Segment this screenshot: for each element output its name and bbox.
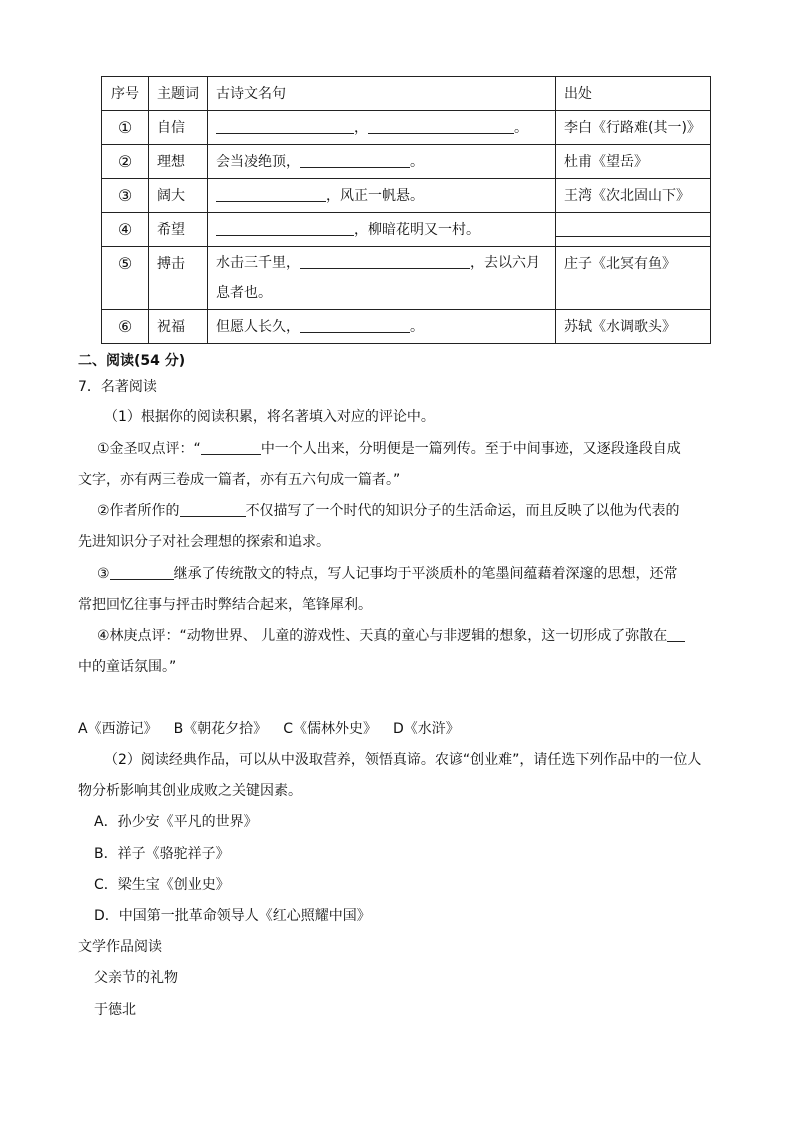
comment-2-line2: 先进知识分子对社会理想的探索和追求。 (78, 534, 330, 550)
answer-blank[interactable] (667, 627, 685, 642)
table-row (102, 213, 711, 247)
row-theme: 自信 (149, 111, 208, 145)
row-num: ③ (102, 179, 149, 213)
question-title: 7．名著阅读 (78, 379, 157, 395)
answer-blank[interactable] (556, 222, 710, 237)
header-quote: 古诗文名句 (208, 77, 556, 111)
row-theme: 祝福 (149, 310, 208, 344)
row-num: ② (102, 145, 149, 179)
row-source: 庄子《北冥有鱼》 (556, 247, 711, 310)
poem-table (101, 76, 711, 344)
row-quote: 会当凌绝顶， 。 (208, 145, 556, 179)
answer-blank[interactable] (216, 119, 354, 134)
table-row (102, 111, 711, 145)
row-num: ① (102, 111, 149, 145)
comment-1-line2: 文字，亦有两三卷成一篇者，亦有五六句成一篇者。” (78, 472, 401, 488)
row-source: 李白《行路难(其一)》 (556, 111, 711, 145)
header-theme: 主题词 (149, 77, 208, 111)
comment-1-line1: ①金圣叹点评：“ 中一个人出来，分明便是一篇列传。至于中间事迹，又逐段逢段自成 (97, 441, 681, 457)
lit-heading: 文学作品阅读 (78, 939, 162, 955)
option-b[interactable]: B《朝花夕拾》 (173, 721, 268, 737)
comment-2-line1: ②作者所作的 不仅描写了一个时代的知识分子的生活命运，而且反映了以他为代表的 (97, 503, 680, 519)
row-theme: 搏击 (149, 247, 208, 310)
option-a[interactable]: A《西游记》 (78, 721, 158, 737)
section-title: 二、阅读(54 分) (78, 353, 186, 369)
row-quote: ，风正一帆悬。 (208, 179, 556, 213)
row-num: ④ (102, 213, 149, 247)
answer-blank[interactable] (110, 565, 174, 580)
comment-3-line2: 常把回忆往事与抨击时弊结合起来，笔锋犀利。 (78, 597, 372, 613)
answer-blank[interactable] (300, 254, 470, 269)
choice-a[interactable]: A．孙少安《平凡的世界》 (94, 814, 258, 830)
answer-blank[interactable] (201, 440, 261, 455)
row-num: ⑤ (102, 247, 149, 310)
answer-blank[interactable] (300, 318, 410, 333)
row-num: ⑥ (102, 310, 149, 344)
row-source: 王湾《次北固山下》 (556, 179, 711, 213)
choice-b[interactable]: B．祥子《骆驼祥子》 (94, 846, 230, 862)
choice-c[interactable]: C．梁生宝《创业史》 (94, 877, 230, 893)
row-theme: 希望 (149, 213, 208, 247)
header-source: 出处 (556, 77, 711, 111)
table-row (102, 310, 711, 344)
answer-blank[interactable] (368, 119, 514, 134)
row-quote: ， 。 (208, 111, 556, 145)
part1-intro: （1）根据你的阅读积累，将名著填入对应的评论中。 (104, 409, 435, 425)
option-d[interactable]: D《水浒》 (392, 721, 460, 737)
row-quote: 但愿人长久， 。 (208, 310, 556, 344)
article-author: 于德北 (94, 1002, 136, 1018)
article-title: 父亲节的礼物 (94, 970, 178, 986)
row-source: 杜甫《望岳》 (556, 145, 711, 179)
part2-line1: （2）阅读经典作品，可以从中汲取营养，领悟真谛。农谚“创业难”，请任选下列作品中的一位人 (104, 752, 702, 768)
answer-blank[interactable] (180, 502, 246, 517)
table-row (102, 145, 711, 179)
choice-d[interactable]: D．中国第一批革命领导人《红心照耀中国》 (94, 908, 371, 924)
header-num: 序号 (102, 77, 149, 111)
row-source: 苏轼《水调歌头》 (556, 310, 711, 344)
answer-blank[interactable] (300, 153, 410, 168)
table-row (102, 247, 711, 310)
comment-4-line1: ④林庚点评：“动物世界、 儿童的游戏性、天真的童心与非逻辑的想象，这一切形成了弥散在 (97, 626, 685, 646)
table-row (102, 179, 711, 213)
row-quote: 水击三千里， ，去以六月 息者也。 (208, 247, 556, 310)
part2-line2: 物分析影响其创业成败之关键因素。 (78, 783, 302, 799)
comment-4-line2: 中的童话氛围。” (78, 659, 177, 675)
row-theme: 理想 (149, 145, 208, 179)
option-c[interactable]: C《儒林外史》 (283, 721, 377, 737)
comment-3-line1: ③ 继承了传统散文的特点，写人记事均于平淡质朴的笔墨间蕴藉着深邃的思想，还常 (97, 566, 678, 582)
answer-blank[interactable] (216, 187, 326, 202)
book-options (78, 719, 460, 739)
answer-blank[interactable] (216, 221, 354, 236)
row-source (556, 213, 711, 247)
row-quote: ，柳暗花明又一村。 (208, 213, 556, 247)
table-header-row (102, 77, 711, 111)
row-theme: 阔大 (149, 179, 208, 213)
